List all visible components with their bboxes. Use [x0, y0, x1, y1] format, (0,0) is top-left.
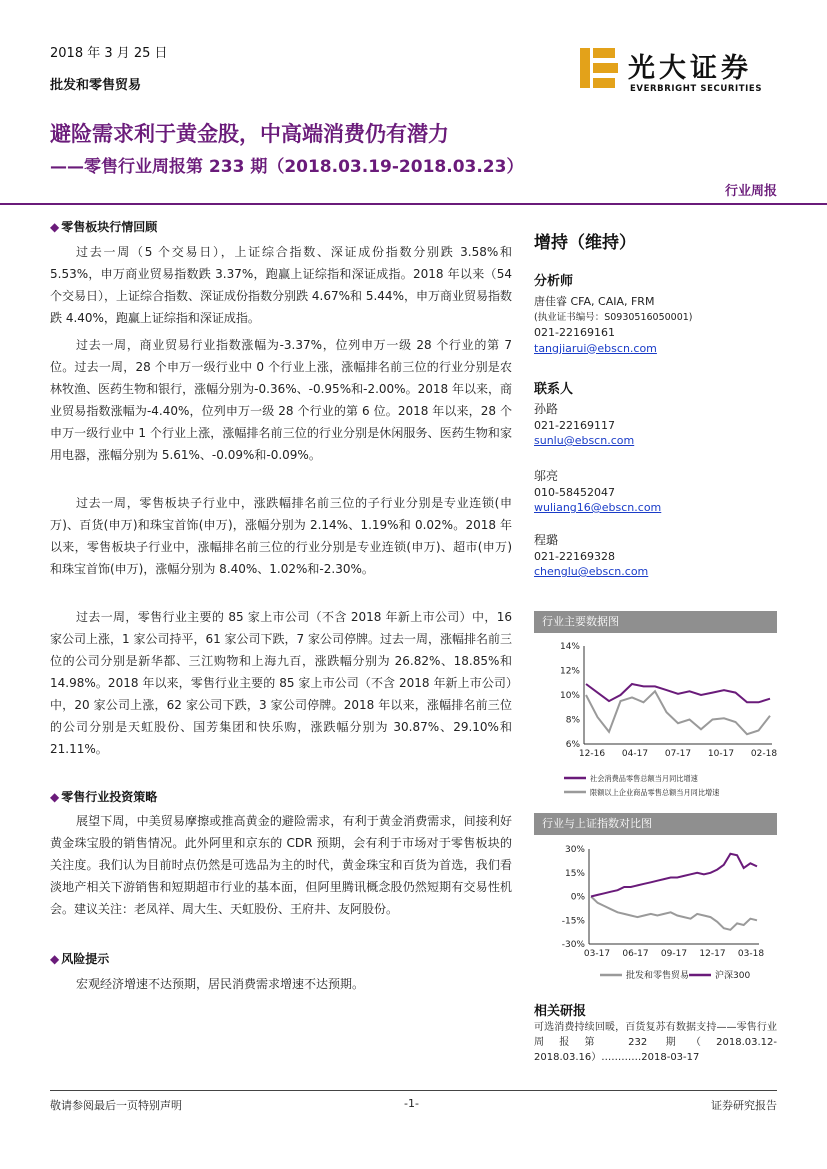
y-tick-label: 30% — [564, 845, 585, 855]
x-tick-label: 03-17 — [583, 949, 611, 959]
analyst-info — [534, 294, 693, 356]
y-tick-label: 6% — [565, 740, 580, 750]
y-tick-label: -30% — [561, 940, 585, 950]
contact-name: 孙路 — [534, 402, 559, 416]
x-tick-label: 03-18 — [737, 949, 765, 959]
paragraph-2: 过去一周，商业贸易行业指数涨幅为-3.37%，位列申万一级 28 个行业的第 7 位。过去一周，28 个申万一级行业中 0 个行业上涨，涨幅排名前三位的行业分别是农林牧渔、医药生物和银行，涨幅分别为-0.36%、-0.95%和-2.00%。2018 年以来，商业贸易指数涨幅为-4.40%，位列申万一级 28 个行业的第 6 位。2018 年以来，28 个申万一级行业中 1 个行业上涨，涨幅排名前三位的行业分别是休闲服务、医药生物和家用电器，涨幅分别为 5.61%、-0.09%和-0.09%。 — [50, 338, 512, 462]
footer-divider — [50, 1090, 777, 1091]
chart1-container — [534, 636, 777, 805]
paragraph-1: 过去一周（5 个交易日），上证综合指数、深证成份指数分别跌 3.58%和 5.53%，申万商业贸易指数跌 3.37%，跑赢上证综指和深证成指。2018 年以来（54 个交易日），上证综合指数、深证成份指数分别跌 4.67%和 5.44%，申万商业贸易指数跌 4.40%，跑赢上证综指和深证成指。 — [50, 245, 512, 325]
series-line-2 — [591, 854, 757, 897]
y-tick-label: 12% — [559, 666, 580, 677]
contact-name: 程璐 — [534, 533, 559, 547]
report-subtitle: ——零售行业周报第 233 期（2018.03.19-2018.03.23） — [50, 157, 524, 177]
legend-label: 社会消费品零售总额当月同比增速 — [590, 774, 698, 783]
y-tick-label: -15% — [561, 916, 585, 927]
contact-phone: 010-58452047 — [534, 485, 615, 499]
report-title: 避险需求利于黄金股，中高端消费仍有潜力 — [50, 122, 449, 146]
chart2-svg — [534, 838, 777, 988]
page-number: -1- — [404, 1097, 419, 1110]
chart2-container — [534, 838, 777, 992]
diamond-bullet-icon: ◆ — [50, 220, 60, 234]
report-date: 2018 年 3 月 25 日 — [50, 46, 168, 61]
contact-phone: 021-22169117 — [534, 418, 615, 432]
header-divider — [0, 203, 827, 205]
y-tick-label: 15% — [564, 868, 585, 879]
chart2-title: 行业与上证指数对比图 — [534, 813, 777, 835]
contact-email[interactable]: wuliang16@ebscn.com — [534, 501, 662, 514]
related-report-link[interactable]: 可选消费持续回暖，百货复苏有数据支持——零售行业周报第 232 期（2018.03.12-2018.03.16）…………2018-03-17 — [534, 1022, 777, 1063]
y-tick-label: 0% — [570, 892, 585, 903]
x-tick-label: 02-18 — [750, 749, 777, 759]
x-tick-label: 09-17 — [660, 949, 688, 959]
rating: 增持（维持） — [534, 233, 636, 253]
legend-label: 限额以上企业商品零售总额当月同比增速 — [590, 788, 720, 797]
contacts-label: 联系人 — [534, 382, 574, 397]
section-heading-strategy: ◆ 零售行业投资策略 — [50, 790, 158, 804]
report-type: 行业周报 — [724, 184, 777, 199]
x-tick-label: 12-16 — [578, 749, 606, 759]
x-tick-label: 10-17 — [707, 749, 735, 759]
everbright-logo-icon — [580, 48, 618, 88]
legend-label: 沪深300 — [715, 971, 751, 981]
x-tick-label: 07-17 — [664, 749, 692, 759]
y-tick-label: 8% — [565, 715, 580, 726]
x-tick-label: 06-17 — [622, 949, 649, 959]
contact-1 — [534, 402, 634, 449]
diamond-bullet-icon: ◆ — [50, 790, 60, 804]
series-line-1 — [591, 897, 757, 930]
analyst-phone: 021-22169161 — [534, 326, 615, 339]
legend-label: 批发和零售贸易 — [626, 971, 690, 981]
contact-phone: 021-22169328 — [534, 549, 615, 563]
x-tick-label: 04-17 — [621, 749, 649, 759]
related-reports-label: 相关研报 — [534, 1004, 587, 1019]
logo-english-name: EVERBRIGHT SECURITIES — [630, 84, 763, 94]
analyst-email[interactable]: tangjiarui@ebscn.com — [534, 341, 657, 355]
paragraph-strategy: 展望下周，中美贸易摩擦或推高黄金的避险需求，有利于黄金消费需求，间接利好黄金珠宝股的销售情况。此外阿里和京东的 CDR 预期，会有利于市场对于零售板块的关注度。我们认为目前时点仍然是可选品为主的时代，黄金珠宝和百货为首选，我们看淡地产相关下游销售和短期超市行业的基本面，但阿里腾讯概念股仍然短期有交易性机会。建议关注：老凤祥、周大生、天虹股份、王府井、友阿股份。 — [50, 814, 512, 916]
footer-report-label: 证券研究报告 — [711, 1099, 777, 1112]
analyst-label: 分析师 — [534, 274, 574, 289]
series-line-1 — [586, 684, 770, 702]
contact-3 — [534, 533, 648, 580]
footer-disclaimer: 敬请参阅最后一页特别声明 — [50, 1099, 182, 1112]
contact-email[interactable]: sunlu@ebscn.com — [534, 434, 635, 447]
contact-email[interactable]: chenglu@ebscn.com — [534, 565, 649, 578]
analyst-name: 唐佳睿 CFA, CAIA, FRM — [534, 295, 655, 308]
section-heading-market-review: ◆ 零售板块行情回顾 — [50, 220, 158, 234]
y-tick-label: 14% — [559, 642, 580, 652]
paragraph-3: 过去一周，零售板块子行业中，涨跌幅排名前三位的子行业分别是专业连锁(申万)、百货(申万)和珠宝首饰(申万)，涨幅分别为 2.14%、1.19%和 0.02%。2018 年以来，零售板块子行业中，涨幅排名前三位的行业分别是专业连锁(申万)、超市(申万)和珠宝首饰(申万)，涨幅分别为 8.40%、1.02%和-2.30%。 — [50, 496, 512, 576]
y-tick-label: 10% — [559, 691, 580, 701]
paragraph-4: 过去一周，零售行业主要的 85 家上市公司（不含 2018 年新上市公司）中，16 家公司上涨，1 家公司持平，61 家公司下跌，7 家公司停牌。过去一周，涨幅排名前三位的公司分别是新华都、三江购物和上海九百，涨跌幅分别为 26.82%、18.85%和 14.98%。2018 年以来，零售行业主要的 85 家上市公司（不含 2018 年新上市公司）中，20 家公司上涨，62 家公司下跌，3 家公司停牌。2018 年以来，涨幅排名前三位的公司分别是天虹股份、国芳集团和快乐购，涨跌幅分别为 30.87%、29.10%和 21.11%。 — [50, 610, 512, 756]
contact-2 — [534, 469, 661, 516]
logo-chinese-name: 光大证券 — [628, 53, 752, 84]
contact-name: 邬亮 — [534, 469, 559, 483]
x-tick-label: 12-17 — [699, 949, 726, 959]
chart1-svg — [534, 636, 777, 801]
chart1-title: 行业主要数据图 — [534, 611, 777, 633]
diamond-bullet-icon: ◆ — [50, 952, 60, 966]
analyst-cert: (执业证书编号：S0930516050001) — [534, 311, 693, 323]
sector-name: 批发和零售贸易 — [50, 78, 142, 93]
paragraph-risk: 宏观经济增速不达预期，居民消费需求增速不达预期。 — [76, 977, 365, 991]
section-heading-risk: ◆ 风险提示 — [50, 952, 110, 966]
